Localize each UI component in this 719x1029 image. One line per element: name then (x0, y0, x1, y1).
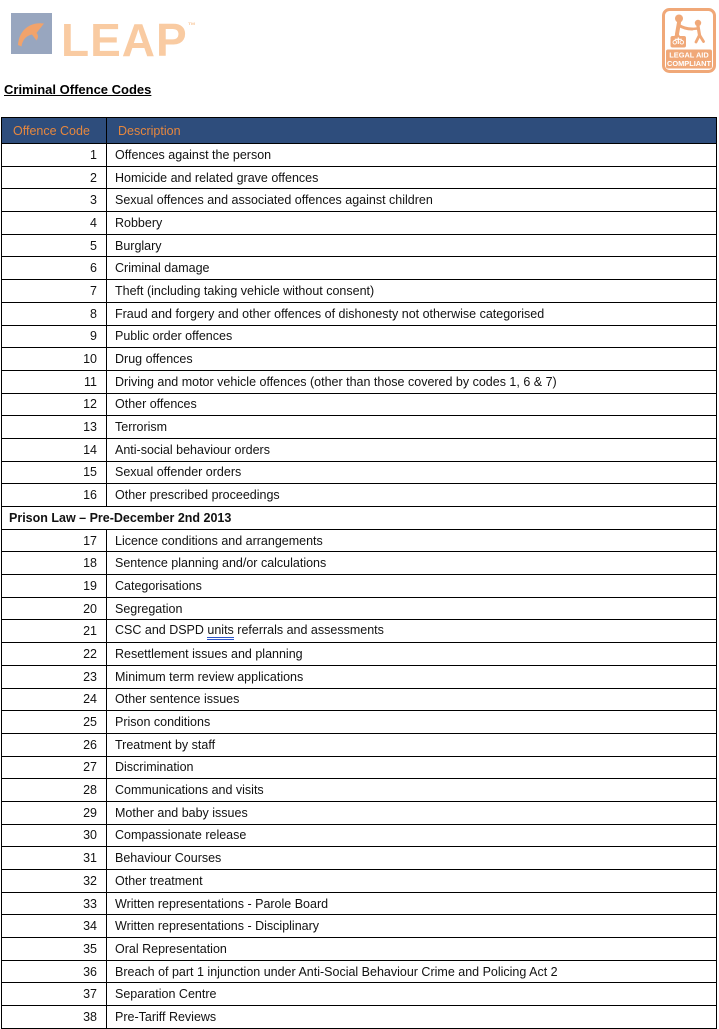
offence-code-cell: 16 (2, 484, 107, 507)
description-cell: Segregation (107, 597, 717, 620)
table-row (2, 711, 717, 734)
table-row (2, 529, 717, 552)
description-cell: Fraud and forgery and other offences of dishonesty not otherwise categorised (107, 302, 717, 325)
table-row (2, 915, 717, 938)
offence-code-cell: 11 (2, 370, 107, 393)
leap-logo-text: LEAP™ (61, 14, 197, 66)
description-cell: Sentence planning and/or calculations (107, 552, 717, 575)
description-cell: Licence conditions and arrangements (107, 529, 717, 552)
table-row (2, 1006, 717, 1029)
description-cell: Other offences (107, 393, 717, 416)
table-row (2, 801, 717, 824)
table-row (2, 938, 717, 961)
offence-code-cell: 20 (2, 597, 107, 620)
offence-code-cell: 9 (2, 325, 107, 348)
table-row (2, 280, 717, 303)
description-cell: Communications and visits (107, 779, 717, 802)
table-row (2, 733, 717, 756)
table-row (2, 779, 717, 802)
table-row (2, 756, 717, 779)
offence-code-cell: 3 (2, 189, 107, 212)
offence-code-cell: 34 (2, 915, 107, 938)
table-row (2, 393, 717, 416)
description-cell: Other sentence issues (107, 688, 717, 711)
offence-code-cell: 38 (2, 1006, 107, 1029)
table-row (2, 620, 717, 643)
column-header-offence-code: Offence Code (2, 118, 107, 144)
grammar-check-underline: units (207, 624, 233, 640)
description-cell: Robbery (107, 212, 717, 235)
table-row (2, 892, 717, 915)
column-header-description: Description (107, 118, 717, 144)
table-row (2, 960, 717, 983)
description-cell: Separation Centre (107, 983, 717, 1006)
table-row (2, 416, 717, 439)
description-cell: Breach of part 1 injunction under Anti-Social Behaviour Crime and Policing Act 2 (107, 960, 717, 983)
section-row (2, 507, 717, 530)
description-cell: Written representations - Disciplinary (107, 915, 717, 938)
description-cell: Public order offences (107, 325, 717, 348)
trademark-mark: ™ (187, 21, 197, 30)
description-cell: Discrimination (107, 756, 717, 779)
offence-code-cell: 24 (2, 688, 107, 711)
section-label: Prison Law – Pre-December 2nd 2013 (2, 507, 717, 530)
offence-code-cell: 15 (2, 461, 107, 484)
table-row (2, 370, 717, 393)
table-row (2, 212, 717, 235)
offence-code-cell: 27 (2, 756, 107, 779)
badge-line1: LEGAL AID (669, 50, 709, 60)
description-cell: Mother and baby issues (107, 801, 717, 824)
offence-code-cell: 32 (2, 870, 107, 893)
leap-logo (11, 5, 197, 66)
description-cell: Other prescribed proceedings (107, 484, 717, 507)
offence-code-cell: 21 (2, 620, 107, 643)
offence-code-cell: 1 (2, 144, 107, 167)
description-cell: Sexual offences and associated offences against children (107, 189, 717, 212)
table-row (2, 189, 717, 212)
offence-code-cell: 8 (2, 302, 107, 325)
offence-code-cell: 28 (2, 779, 107, 802)
offence-code-cell: 2 (2, 166, 107, 189)
description-cell: Prison conditions (107, 711, 717, 734)
offence-codes-table (1, 117, 717, 1029)
table-row (2, 257, 717, 280)
table-row (2, 983, 717, 1006)
table-row (2, 824, 717, 847)
table-row (2, 688, 717, 711)
offence-code-cell: 37 (2, 983, 107, 1006)
offence-code-cell: 26 (2, 733, 107, 756)
description-cell: Treatment by staff (107, 733, 717, 756)
offence-code-cell: 14 (2, 438, 107, 461)
offence-code-cell: 23 (2, 665, 107, 688)
offence-code-cell: 29 (2, 801, 107, 824)
description-cell: Compassionate release (107, 824, 717, 847)
description-cell: Behaviour Courses (107, 847, 717, 870)
description-cell: Homicide and related grave offences (107, 166, 717, 189)
offence-code-cell: 12 (2, 393, 107, 416)
badge-line2: COMPLIANT (667, 59, 711, 68)
table-row (2, 302, 717, 325)
description-cell: Other treatment (107, 870, 717, 893)
table-row (2, 461, 717, 484)
table-row (2, 166, 717, 189)
offence-code-cell: 35 (2, 938, 107, 961)
leap-logo-icon (11, 13, 52, 54)
legal-aid-compliant-badge (662, 8, 716, 73)
description-cell: Categorisations (107, 575, 717, 598)
description-cell: Minimum term review applications (107, 665, 717, 688)
description-cell: Anti-social behaviour orders (107, 438, 717, 461)
offence-code-cell: 17 (2, 529, 107, 552)
table-row (2, 144, 717, 167)
offence-table-body (2, 144, 717, 1029)
description-cell: Pre-Tariff Reviews (107, 1006, 717, 1029)
page-title: Criminal Offence Codes (4, 82, 152, 97)
table-row (2, 348, 717, 371)
offence-code-cell: 13 (2, 416, 107, 439)
description-cell: Theft (including taking vehicle without consent) (107, 280, 717, 303)
table-row (2, 597, 717, 620)
offence-code-cell: 22 (2, 643, 107, 666)
description-cell: Written representations - Parole Board (107, 892, 717, 915)
table-row (2, 643, 717, 666)
offence-code-cell: 31 (2, 847, 107, 870)
offence-code-cell: 36 (2, 960, 107, 983)
offence-code-cell: 5 (2, 234, 107, 257)
description-cell: Driving and motor vehicle offences (other than those covered by codes 1, 6 & 7) (107, 370, 717, 393)
description-cell: Drug offences (107, 348, 717, 371)
description-cell: CSC and DSPD units referrals and assessments (107, 620, 717, 643)
offence-code-cell: 7 (2, 280, 107, 303)
description-cell: Terrorism (107, 416, 717, 439)
table-row (2, 484, 717, 507)
offence-code-cell: 4 (2, 212, 107, 235)
offence-code-cell: 18 (2, 552, 107, 575)
offence-code-cell: 33 (2, 892, 107, 915)
offence-code-cell: 25 (2, 711, 107, 734)
table-row (2, 234, 717, 257)
offence-code-cell: 6 (2, 257, 107, 280)
table-row (2, 870, 717, 893)
description-cell: Resettlement issues and planning (107, 643, 717, 666)
table-row (2, 325, 717, 348)
offence-code-cell: 19 (2, 575, 107, 598)
table-row (2, 438, 717, 461)
table-row (2, 552, 717, 575)
table-row (2, 847, 717, 870)
table-row (2, 665, 717, 688)
offence-code-cell: 30 (2, 824, 107, 847)
table-header-row (2, 118, 717, 144)
description-cell: Criminal damage (107, 257, 717, 280)
description-cell: Sexual offender orders (107, 461, 717, 484)
description-cell: Oral Representation (107, 938, 717, 961)
description-cell: Offences against the person (107, 144, 717, 167)
offence-code-cell: 10 (2, 348, 107, 371)
description-cell: Burglary (107, 234, 717, 257)
table-row (2, 575, 717, 598)
